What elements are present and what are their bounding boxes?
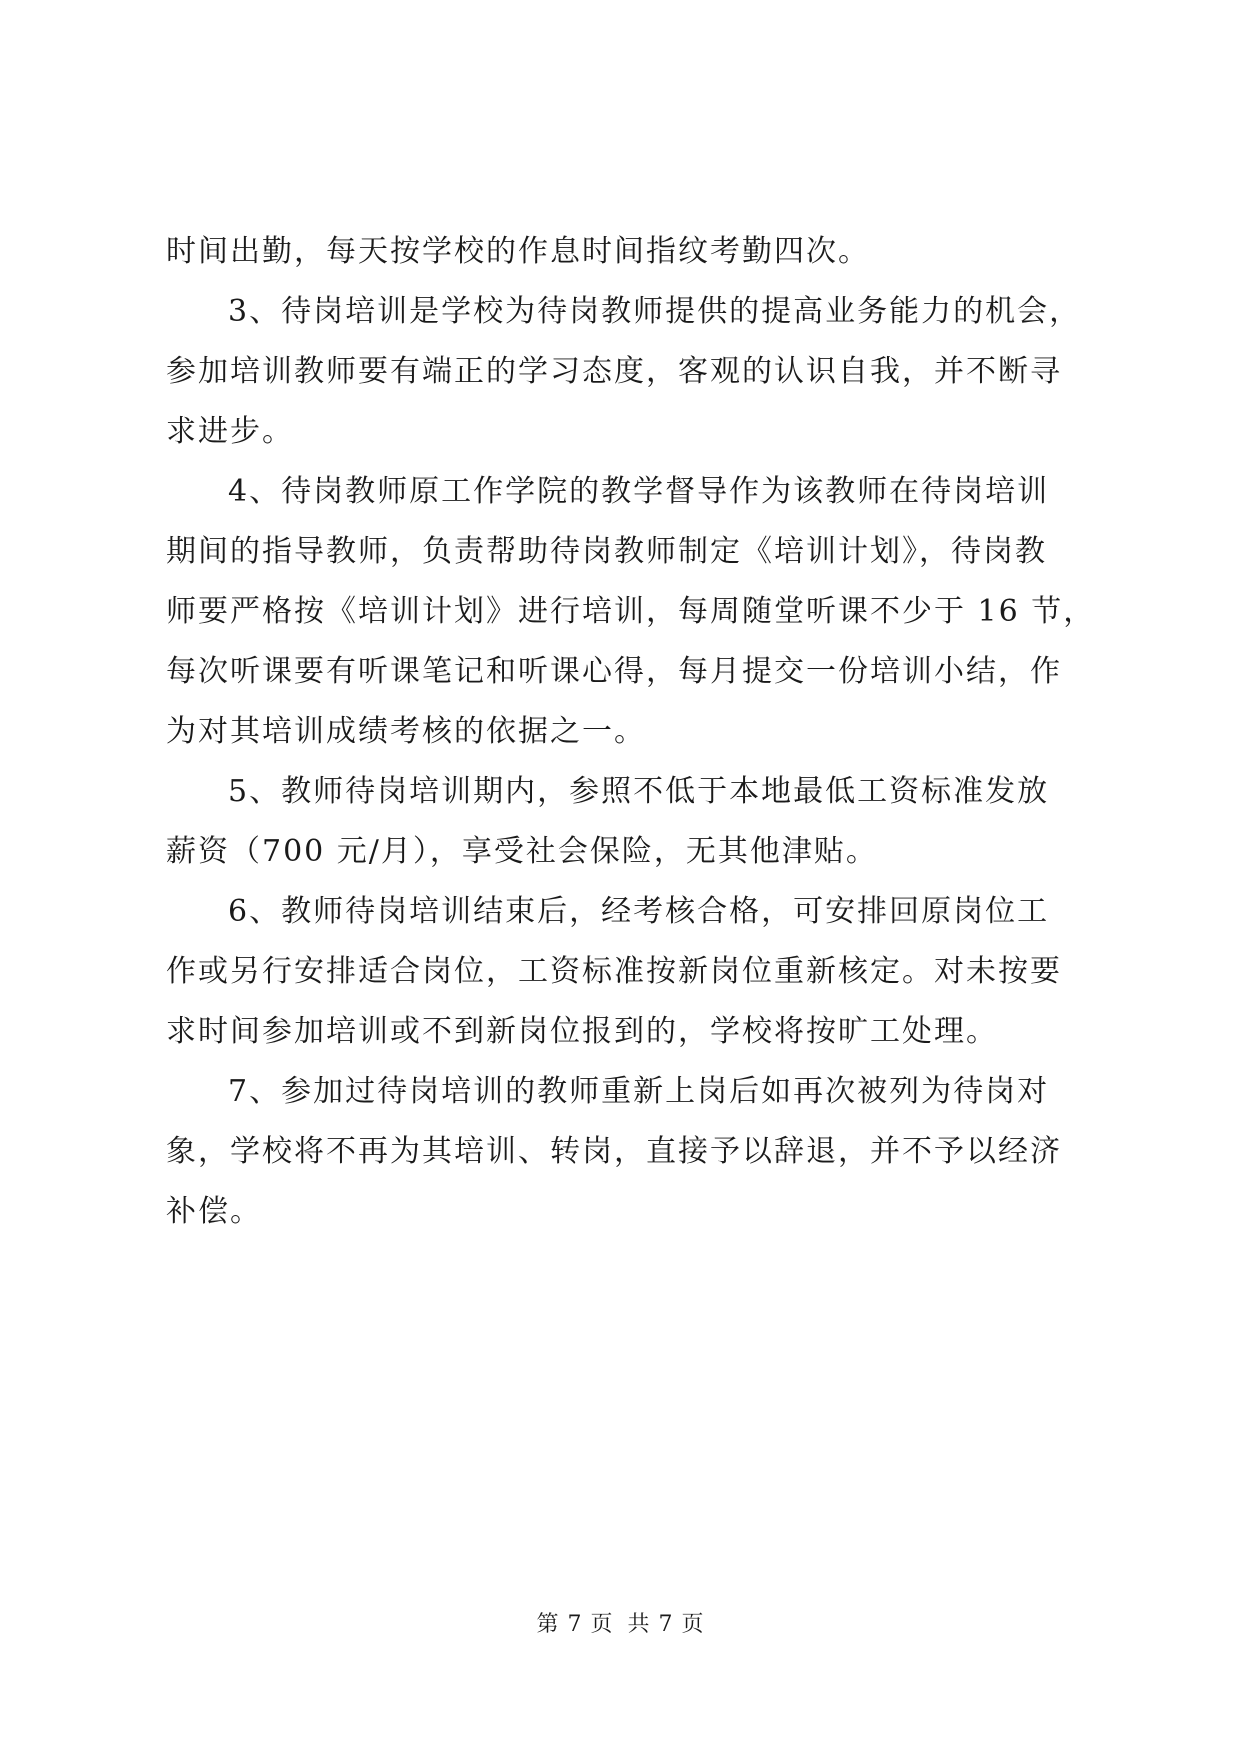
paragraph-continued [166,222,1076,282]
text-line: 时间出勤，每天按学校的作息时间指纹考勤四次。 [166,234,870,269]
paragraph-item-6 [166,882,1076,1062]
text-line: 参加培训教师要有端正的学习态度，客观的认识自我，并不断寻 [166,354,1062,389]
text-line: 求进步。 [166,414,294,449]
text-line: 4、待岗教师原工作学院的教学督导作为该教师在待岗培训 [228,474,1050,509]
text-line: 6、教师待岗培训结束后，经考核合格，可安排回原岗位工 [228,894,1050,929]
text-line: 5、教师待岗培训期内，参照不低于本地最低工资标准发放 [228,774,1050,809]
page-total: 共 7 页 [627,1612,705,1637]
text-line: 求时间参加培训或不到新岗位报到的，学校将按旷工处理。 [166,1014,998,1049]
page-footer [0,1612,1241,1638]
paragraph-item-3 [166,282,1082,462]
text-line: 3、待岗培训是学校为待岗教师提供的提高业务能力的机会， [228,294,1082,329]
text-line: 师要严格按《培训计划》进行培训，每周随堂听课不少于 16 节， [166,594,1096,629]
text-line: 补偿。 [166,1194,262,1229]
text-line: 期间的指导教师，负责帮助待岗教师制定《培训计划》，待岗教 [166,534,1047,569]
document-body [166,222,1096,1242]
paragraph-item-7 [166,1062,1076,1242]
text-line: 每次听课要有听课笔记和听课心得，每月提交一份培训小结，作 [166,654,1062,689]
paragraph-item-5 [166,762,1076,882]
text-line: 作或另行安排适合岗位，工资标准按新岗位重新核定。对未按要 [166,954,1062,989]
text-line: 薪资（700 元/月），享受社会保险，无其他津贴。 [166,834,878,869]
text-line: 为对其培训成绩考核的依据之一。 [166,714,646,749]
text-line: 7、参加过待岗培训的教师重新上岗后如再次被列为待岗对 [228,1074,1050,1109]
page-number: 第 7 页 [536,1612,614,1637]
text-line: 象，学校将不再为其培训、转岗，直接予以辞退，并不予以经济 [166,1134,1062,1169]
paragraph-item-4 [166,462,1096,762]
